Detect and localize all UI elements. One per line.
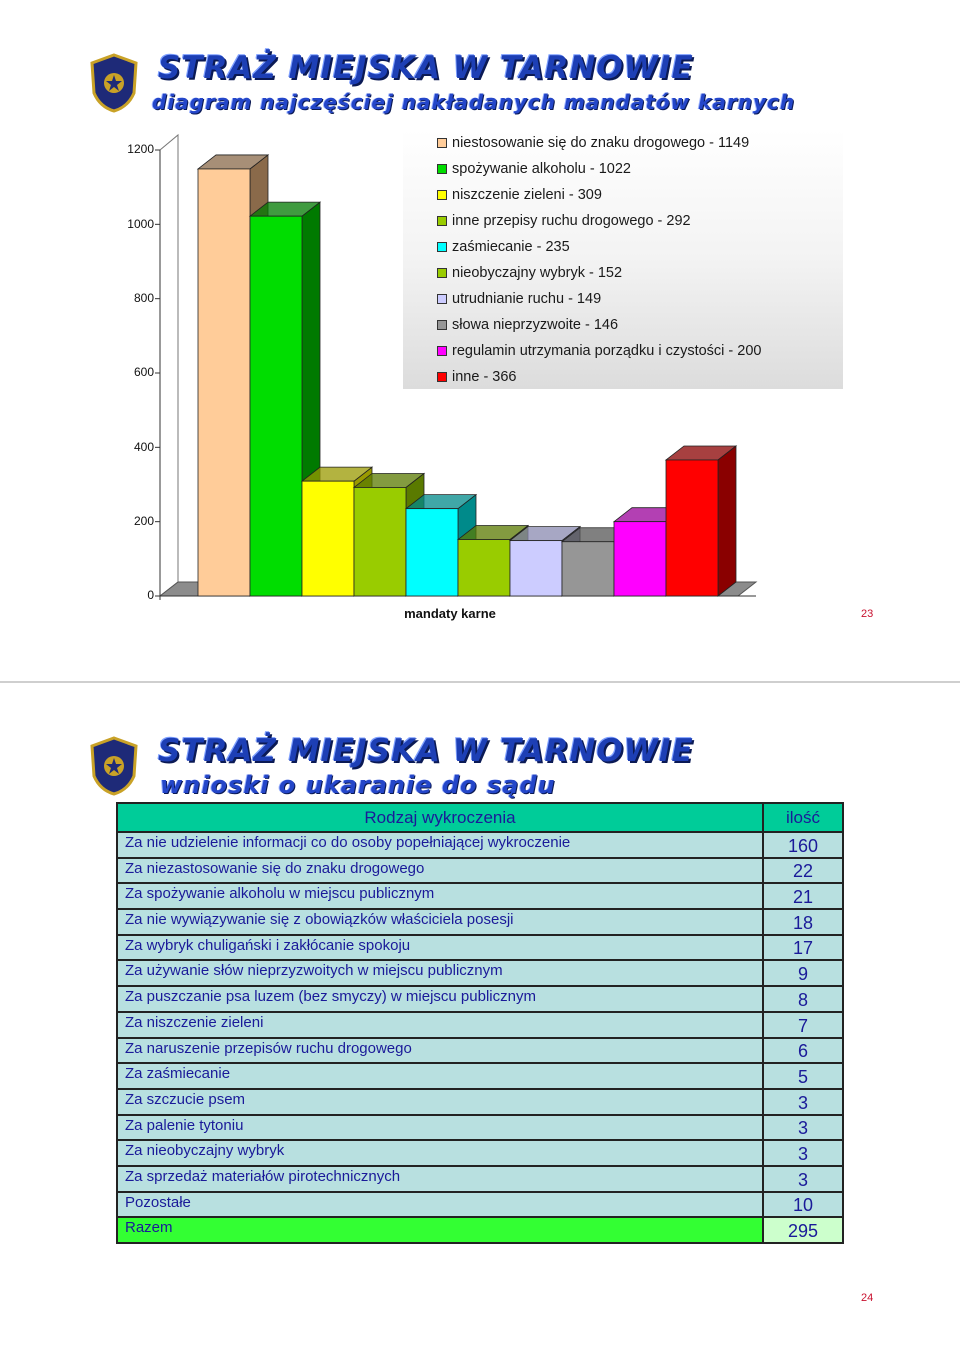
bar-side: [718, 446, 736, 596]
offence-count: 8: [763, 986, 843, 1012]
legend-item: [437, 132, 749, 154]
offence-label: Pozostałe: [117, 1192, 763, 1218]
table-total-row: [117, 1217, 843, 1243]
legend-swatch: [437, 164, 447, 174]
offence-label: Za naruszenie przepisów ruchu drogowego: [117, 1038, 763, 1064]
offence-count: 3: [763, 1140, 843, 1166]
legend-label: słowa nieprzyzwoite - 146: [452, 317, 619, 333]
offence-count: 9: [763, 960, 843, 986]
y-tick-label: 0: [147, 588, 154, 602]
y-tick-label: 400: [133, 440, 154, 454]
offence-count: 21: [763, 883, 843, 909]
legend-item: [437, 210, 691, 232]
legend-label: inne przepisy ruchu drogowego - 292: [452, 213, 691, 229]
table-row: [117, 960, 843, 986]
legend-swatch: [437, 190, 447, 200]
y-tick-label: 1200: [127, 142, 154, 156]
legend-swatch: [437, 372, 447, 382]
legend-swatch: [437, 216, 447, 226]
offence-count: 17: [763, 935, 843, 961]
y-tick-label: 800: [133, 291, 154, 305]
legend-swatch: [437, 268, 447, 278]
legend-item: [437, 366, 517, 388]
table-header-row: [117, 803, 843, 832]
legend-item: [437, 158, 631, 180]
offence-label: Za niezastosowanie się do znaku drogowego: [117, 858, 763, 884]
legend-swatch: [437, 346, 447, 356]
offence-count: 18: [763, 909, 843, 935]
legend-item: [437, 236, 570, 258]
legend-swatch: [437, 242, 447, 252]
legend-item: [437, 288, 601, 310]
legend-item: [437, 262, 622, 284]
offence-count: 3: [763, 1115, 843, 1141]
legend-swatch: [437, 320, 447, 330]
offence-label: Za zaśmiecanie: [117, 1063, 763, 1089]
offence-count: 3: [763, 1089, 843, 1115]
bar: [250, 216, 302, 596]
bar: [198, 169, 250, 596]
slide-table: [0, 683, 960, 1367]
offence-label: Za nieobyczajny wybryk: [117, 1140, 763, 1166]
legend-item: [437, 314, 618, 336]
table-row: [117, 1038, 843, 1064]
banner-title: STRAŻ MIEJSKA W TARNOWIE: [158, 733, 694, 769]
offence-count: 3: [763, 1166, 843, 1192]
table-row: [117, 1140, 843, 1166]
table-row: [117, 986, 843, 1012]
bar: [510, 541, 562, 596]
y-tick-label: 1000: [127, 217, 154, 231]
legend-swatch: [437, 294, 447, 304]
offence-label: Za nie udzielenie informacji co do osoby popełniającej wykroczenie: [117, 832, 763, 858]
table-row: [117, 1192, 843, 1218]
table-row: [117, 909, 843, 935]
legend-label: zaśmiecanie - 235: [452, 239, 570, 255]
legend-item: [437, 340, 761, 362]
bar: [458, 540, 510, 596]
table-row: [117, 1089, 843, 1115]
legend-label: nieobyczajny wybryk - 152: [452, 265, 623, 281]
offence-label: Za nie wywiązywanie się z obowiązków właściciela posesji: [117, 909, 763, 935]
x-axis-label: mandaty karne: [404, 606, 496, 621]
header-offence-type: Rodzaj wykroczenia: [117, 803, 763, 832]
bar: [406, 509, 458, 596]
y-tick-label: 200: [133, 514, 154, 528]
y-tick-label: 600: [133, 365, 154, 379]
page-number: 24: [861, 1292, 874, 1304]
table-row: [117, 1115, 843, 1141]
total-label: Razem: [117, 1217, 763, 1243]
offence-count: 22: [763, 858, 843, 884]
legend-label: regulamin utrzymania porządku i czystości - 200: [452, 343, 762, 359]
offence-label: Za spożywanie alkoholu w miejscu publicznym: [117, 883, 763, 909]
slide-chart: [0, 0, 960, 682]
legend-swatch: [437, 138, 447, 148]
city-guard-badge-icon: [88, 736, 140, 796]
offence-count: 7: [763, 1012, 843, 1038]
offences-table: [116, 802, 844, 1244]
chart-legend: [403, 129, 843, 389]
offence-count: 5: [763, 1063, 843, 1089]
offence-label: Za puszczanie psa luzem (bez smyczy) w miejscu publicznym: [117, 986, 763, 1012]
bar: [562, 542, 614, 596]
bar: [666, 460, 718, 596]
legend-label: spożywanie alkoholu - 1022: [452, 161, 631, 177]
offence-count: 160: [763, 832, 843, 858]
table-row: [117, 1166, 843, 1192]
legend-item: [437, 184, 602, 206]
table-row: [117, 858, 843, 884]
offence-label: Za niszczenie zieleni: [117, 1012, 763, 1038]
legend-label: utrudnianie ruchu - 149: [452, 291, 602, 307]
offence-label: Za sprzedaż materiałów pirotechnicznych: [117, 1166, 763, 1192]
table-row: [117, 935, 843, 961]
offence-label: Za używanie słów nieprzyzwoitych w miejscu publicznym: [117, 960, 763, 986]
chart-side-wall: [160, 135, 178, 596]
table-row: [117, 1063, 843, 1089]
table-row: [117, 832, 843, 858]
bar: [614, 522, 666, 596]
table-row: [117, 883, 843, 909]
banner-title: STRAŻ MIEJSKA W TARNOWIE: [158, 50, 694, 86]
bar: [302, 481, 354, 596]
legend-label: inne - 366: [452, 369, 517, 385]
total-count: 295: [763, 1217, 843, 1243]
legend-label: niestosowanie się do znaku drogowego - 1149: [452, 135, 750, 151]
offence-count: 10: [763, 1192, 843, 1218]
table-row: [117, 1012, 843, 1038]
offence-count: 6: [763, 1038, 843, 1064]
banner-subtitle: diagram najczęściej nakładanych mandatów karnych: [152, 90, 796, 114]
offence-label: Za palenie tytoniu: [117, 1115, 763, 1141]
header-count: ilość: [763, 803, 843, 832]
offence-label: Za szczucie psem: [117, 1089, 763, 1115]
banner-subtitle: wnioski o ukaranie do sądu: [160, 771, 556, 799]
legend-label: niszczenie zieleni - 309: [452, 187, 602, 203]
page-number: 23: [861, 608, 874, 620]
bar: [354, 487, 406, 596]
offence-label: Za wybryk chuligański i zakłócanie spokoju: [117, 935, 763, 961]
